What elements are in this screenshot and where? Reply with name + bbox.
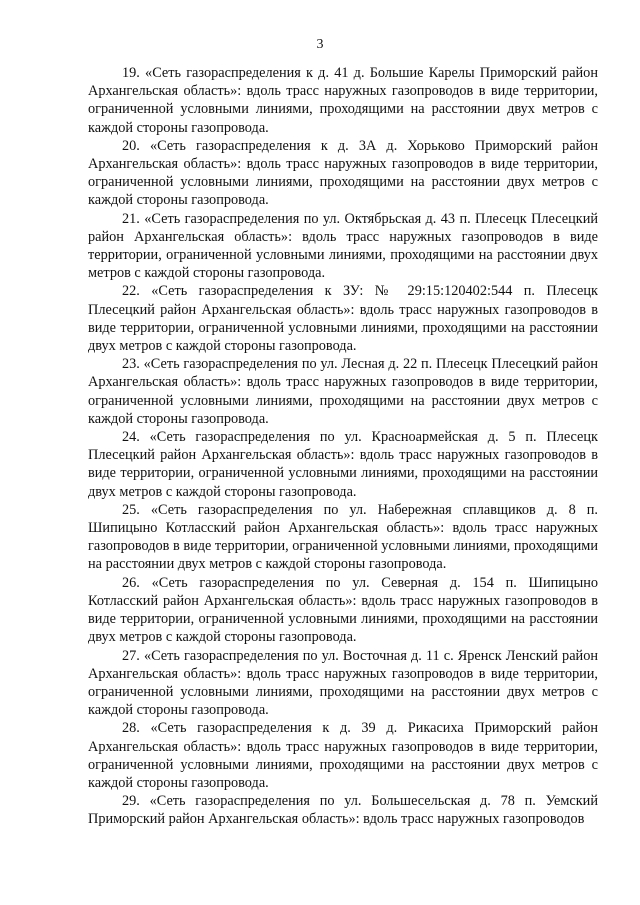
list-item-28: 28. «Сеть газораспределения к д. 39 д. Рикасиха Приморский район Архангельская область»: вдоль трасс наружных газопроводов в виде территории, ограниченной условными линиями, проходящими на расстоянии двух метров с каждой стороны газопровода. xyxy=(88,720,598,791)
list-item-19: 19. «Сеть газораспределения к д. 41 д. Большие Карелы Приморский район Архангельская область»: вдоль трасс наружных газопроводов в виде территории, ограниченной условными линиями, проходящими на расстоянии двух метров с каждой стороны газопровода. xyxy=(88,65,598,136)
document-body xyxy=(88,64,598,829)
list-item-26: 26. «Сеть газораспределения по ул. Северная д. 154 п. Шипицыно Котласский район Архангельская область»: вдоль трасс наружных газопроводов в виде территории, ограниченной условными линиями, проходящими на расстоянии двух метров с каждой стороны газопровода. xyxy=(88,574,598,646)
list-item-23: 23. «Сеть газораспределения по ул. Лесная д. 22 п. Плесецк Плесецкий район Архангельская область»: вдоль трасс наружных газопроводов в виде территории, ограниченной условными линиями, проходящими на расстоянии двух метров с каждой стороны газопровода. xyxy=(88,356,598,427)
list-item-24: 24. «Сеть газораспределения по ул. Красноармейская д. 5 п. Плесецк Плесецкий район Архангельская область»: вдоль трасс наружных газопроводов в виде территории, ограниченной условными линиями, проходящими на расстоянии двух метров с каждой стороны газопровода. xyxy=(88,429,598,500)
list-item-29: 29. «Сеть газораспределения по ул. Большесельская д. 78 п. Уемский Приморский район Архангельская область»: вдоль трасс наружных газопроводов xyxy=(88,793,598,828)
list-item-20: 20. «Сеть газораспределения к д. 3А д. Хорьково Приморский район Архангельская область»: вдоль трасс наружных газопроводов в виде территории, ограниченной условными линиями, проходящими на расстоянии двух метров с каждой стороны газопровода. xyxy=(88,137,598,209)
list-item-25: 25. «Сеть газораспределения по ул. Набережная сплавщиков д. 8 п. Шипицыно Котласский район Архангельская область»: вдоль трасс наружных газопроводов в виде территории, ограниченной условными линиями, проходящими на расстоянии двух метров с каждой стороны газопровода. xyxy=(88,501,599,573)
list-item-22: 22. «Сеть газораспределения к ЗУ: № 29:15:120402:544 п. Плесецк Плесецкий район Архангельская область»: вдоль трасс наружных газопроводов в виде территории, ограниченной условными линиями, проходящими на расстоянии двух метров с каждой стороны газопровода. xyxy=(88,283,598,355)
list-item-21: 21. «Сеть газораспределения по ул. Октябрьская д. 43 п. Плесецк Плесецкий район Архангельская область»: вдоль трасс наружных газопроводов в виде территории, ограниченной условными линиями, проходящими на расстоянии двух метров с каждой стороны газопровода. xyxy=(88,210,598,282)
page-number: 3 xyxy=(316,37,324,52)
list-item-27: 27. «Сеть газораспределения по ул. Восточная д. 11 с. Яренск Ленский район Архангельская область»: вдоль трасс наружных газопроводов в виде территории, ограниченной условными линиями, проходящими на расстоянии двух метров с каждой стороны газопровода. xyxy=(88,647,598,719)
